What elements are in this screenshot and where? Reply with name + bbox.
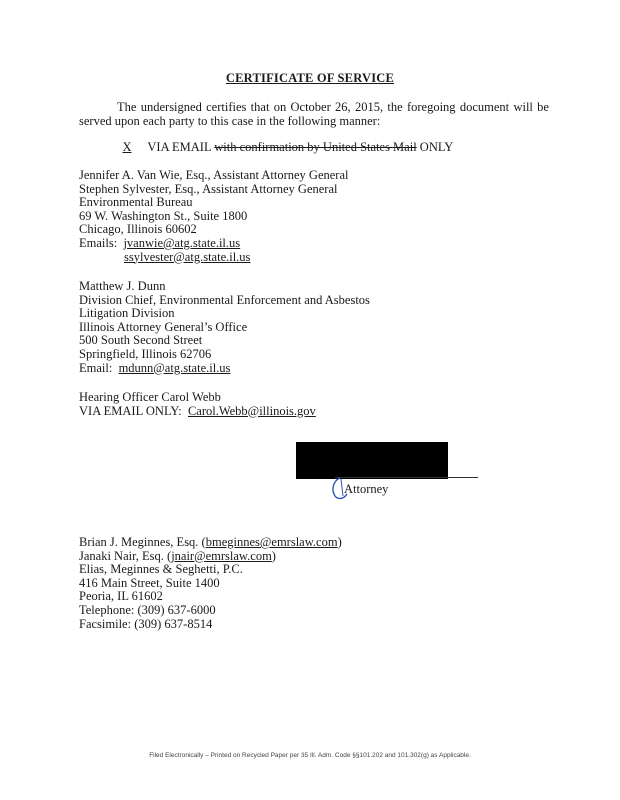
counsel-line-nair <box>79 550 342 564</box>
recipient-line: Chicago, Illinois 60602 <box>79 222 197 237</box>
emails-label: Emails: <box>79 235 118 250</box>
counsel-line-meginnes <box>79 536 342 550</box>
recipient-email-row-2 <box>79 251 348 265</box>
recipient-line: Matthew J. Dunn <box>79 279 166 293</box>
service-method-struck-text: with confirmation by United States Mail <box>214 140 417 154</box>
counsel-name: Brian J. Meginnes, Esq. ( <box>79 535 206 549</box>
service-method-only: ONLY <box>419 140 454 154</box>
recipient-line: Litigation Division <box>79 306 175 321</box>
hearing-officer-email-row <box>79 405 316 419</box>
email-link-jvanwie[interactable]: jvanwie@atg.state.il.us <box>123 235 241 250</box>
counsel-line: Facsimile: (309) 637-8514 <box>79 616 213 631</box>
recipient-email-row <box>79 362 370 376</box>
intro-paragraph: The undersigned certifies that on October 26, 2015, the foregoing document will be served upon each party to this case in the following manner: <box>79 100 549 128</box>
email-link-jnair[interactable]: jnair@emrslaw.com <box>171 548 272 563</box>
recipient-line: Division Chief, Environmental Enforcement and Asbestos <box>79 292 370 307</box>
recipient-block-state <box>79 169 348 264</box>
recipient-line: Jennifer A. Van Wie, Esq., Assistant Attorney General <box>79 168 349 182</box>
via-email-only-label: VIA EMAIL ONLY: <box>79 403 182 418</box>
counsel-line: Peoria, IL 61602 <box>79 589 163 604</box>
recipient-line: 69 W. Washington St., Suite 1800 <box>79 208 248 223</box>
counsel-line: Telephone: (309) 637-6000 <box>79 602 216 617</box>
recipient-line: Stephen Sylvester, Esq., Assistant Attorney General <box>79 181 338 196</box>
recipient-line: Springfield, Illinois 62706 <box>79 346 212 361</box>
hearing-officer-line: Hearing Officer Carol Webb <box>79 390 221 404</box>
redacted-signature-box <box>296 442 448 479</box>
page-footer: Filed Electronically – Printed on Recycled Paper per 35 Ill. Adm. Code §§101.202 and 101.302(g) as Applicable. <box>149 752 471 759</box>
service-method-via-email: VIA EMAIL <box>147 140 212 154</box>
signature-line <box>335 477 478 478</box>
recipient-block-ag-office <box>79 280 370 375</box>
counsel-line: 416 Main Street, Suite 1400 <box>79 575 220 590</box>
email-link-bmeginnes[interactable]: bmeginnes@emrslaw.com <box>205 535 338 549</box>
signature-attorney-label: Attorney <box>344 482 389 496</box>
counsel-line: Elias, Meginnes & Seghetti, P.C. <box>79 562 243 577</box>
email-link-ssylvester[interactable]: ssylvester@atg.state.il.us <box>124 249 251 264</box>
service-method-line <box>116 140 453 155</box>
document-title: CERTIFICATE OF SERVICE <box>225 71 395 85</box>
recipient-block-hearing-officer <box>79 391 316 418</box>
recipient-line: Illinois Attorney General’s Office <box>79 319 248 334</box>
recipient-line: 500 South Second Street <box>79 333 203 348</box>
service-method-mark: X <box>122 140 132 154</box>
recipient-emails-row <box>79 237 348 251</box>
recipient-line: Environmental Bureau <box>79 195 193 210</box>
counsel-block <box>79 536 342 631</box>
paren-close: ) <box>271 548 276 563</box>
email-link-mdunn[interactable]: mdunn@atg.state.il.us <box>118 360 231 375</box>
paren-close: ) <box>337 535 342 549</box>
email-label: Email: <box>79 360 113 375</box>
counsel-name: Janaki Nair, Esq. ( <box>79 548 172 563</box>
email-link-carol-webb[interactable]: Carol.Webb@illinois.gov <box>187 403 316 418</box>
